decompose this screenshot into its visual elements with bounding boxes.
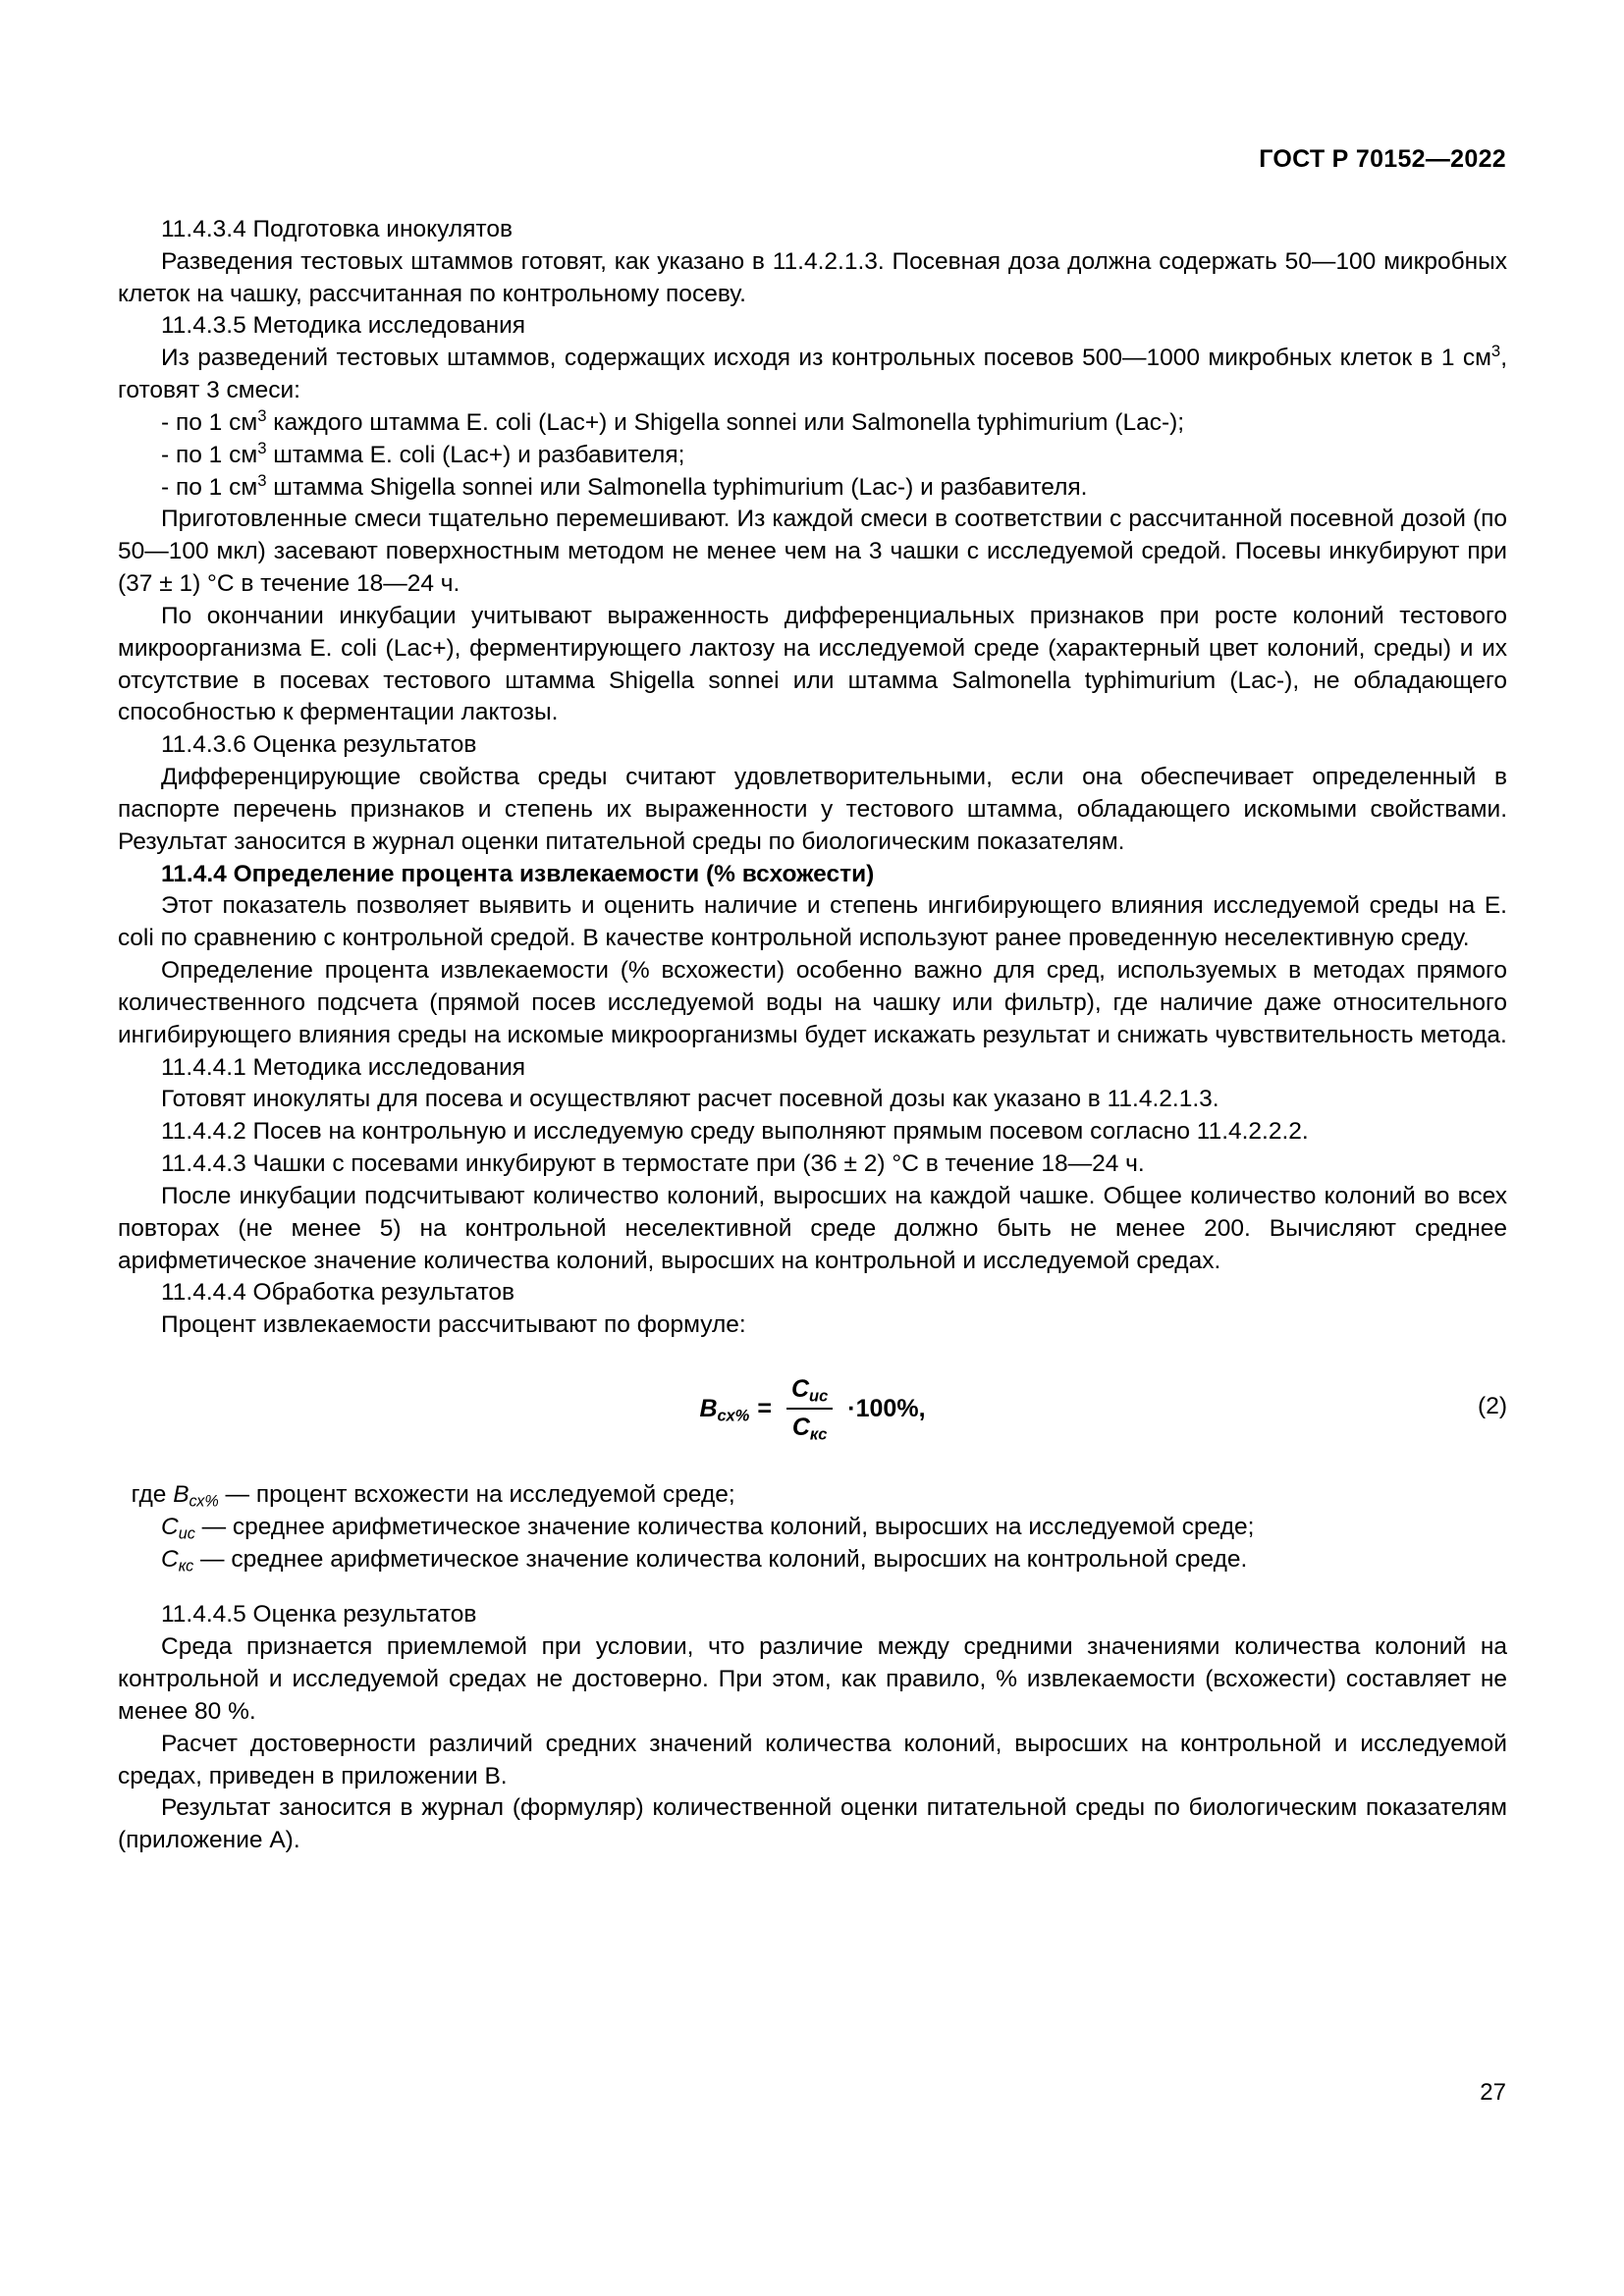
formula-fraction [785, 1373, 834, 1445]
text-mixture-1-a: - по 1 см [161, 408, 258, 436]
text-mixture-3-a: - по 1 см [161, 473, 258, 501]
paragraph-significance-calc: Расчет достоверности различий средних значений количества колоний, выросших на контрольной и исследуемой средах, приведен в приложении В. [118, 1730, 1507, 1789]
text-mixtures-intro-a: Из разведений тестовых штаммов, содержащих исходя из контрольных посевов 500—1000 микробных клеток в 1 см [161, 345, 1491, 372]
spacer [118, 1575, 1507, 1599]
heading-11-4-4: 11.4.4 Определение процента извлекаемости (% всхожести) [161, 860, 875, 887]
text-mixture-1-b: каждого штамма E. coli (Lac+) и Shigella sonnei или Salmonella typhimurium (Lac-); [266, 408, 1185, 436]
legend-symbol-b: $B_{сх\%}$ [173, 1480, 219, 1511]
formula-block-2 [118, 1367, 1507, 1462]
paragraph-11-4-4-4-title: 11.4.4.4 Обработка результатов [161, 1279, 515, 1307]
paragraph-inoculum-prep: Разведения тестовых штаммов готовят, как указано в 11.4.2.1.3. Посевная доза должна содержать 50—100 микробных клеток на чашку, рассчитанная по контрольному посеву. [118, 247, 1507, 307]
superscript-cubic-2: 3 [257, 438, 267, 457]
paragraph-incubation-results: По окончании инкубации учитывают выраженность дифференциальных признаков при росте колоний тестового микроорганизма E. coli (Lac+), ферментирующего лактозу на исследуемой среде (характерный цвет колоний, среды) и их отсутствие в посевах тестового штамма Shigella sonnei или штамма Salmonella typhimurium (Lac-), не обладающего способностью к ферментации лактозы. [118, 602, 1507, 726]
formula-equals: = [757, 1394, 772, 1422]
paragraph-mixtures-intro [118, 343, 1507, 407]
page-number: 27 [1480, 2079, 1506, 2106]
legend-text-1: — процент всхожести на исследуемой среде; [218, 1480, 735, 1508]
legend-line-3 [118, 1544, 1507, 1576]
paragraph-11-4-3-6-title: 11.4.3.6 Оценка результатов [161, 731, 477, 759]
paragraph-11-4-4-2: 11.4.4.2 Посев на контрольную и исследуемую среду выполняют прямым посевом согласно 11.4.2.2.2. [161, 1118, 1309, 1146]
legend-text-2: — среднее арифметическое значение количества колоний, выросших на исследуемой среде; [194, 1513, 1255, 1540]
paragraph-recovery-importance: Определение процента извлекаемости (% всхожести) особенно важно для сред, используемых в методах прямого количественного подсчета (прямой посев исследуемой воды на чашку или фильтр), где наличие даже относительного ингибирующего влияния среды на искомые микроорганизмы будет искажать результат и снижать чувствительность метода. [118, 957, 1507, 1048]
paragraph-acceptance-criteria: Среда признается приемлемой при условии, что различие между средними значениями количества колоний на контрольной и исследуемой средах не достоверно. При этом, как правило, % извлекаемости (всхожести) составляет не менее 80 %. [118, 1633, 1507, 1725]
paragraph-11-4-3-5-title: 11.4.3.5 Методика исследования [161, 312, 526, 340]
paragraph-inoculum-dose: Готовят инокуляты для посева и осуществляют расчет посевной дозы как указано в 11.4.2.1.3. [161, 1086, 1219, 1113]
legend-text-3: — среднее арифметическое значение количества колоний, выросших на контрольной среде. [193, 1545, 1248, 1573]
superscript-cubic-a: 3 [1490, 342, 1501, 361]
legend-line-2 [118, 1512, 1507, 1544]
superscript-cubic-3: 3 [257, 470, 267, 490]
paragraph-mixing-procedure: Приготовленные смеси тщательно перемешивают. Из каждой смеси в соответствии с рассчитанной посевной дозой (по 50—100 мкл) засевают поверхностным методом не менее чем на 3 чашки с исследуемой средой. Посевы инкубируют при (37 ± 1) °С в течение 18—24 ч. [118, 506, 1507, 598]
paragraph-11-4-3-4-title: 11.4.3.4 Подготовка инокулятов [161, 216, 513, 242]
text-mixture-2-a: - по 1 см [161, 441, 258, 468]
paragraph-journal-record: Результат заносится в журнал (формуляр) количественной оценки питательной среды по биологическим показателям (приложение А). [118, 1794, 1507, 1854]
paragraph-colony-count: После инкубации подсчитывают количество колоний, выросших на каждой чашке. Общее количество колоний во всех повторах (не менее 5) на контрольной неселективной среде должно быть не менее 200. Вычисляют среднее арифметическое значение количества колоний, выросших на контрольной и исследуемой средах. [118, 1182, 1507, 1274]
paragraph-11-4-4-1-title: 11.4.4.1 Методика исследования [161, 1053, 526, 1081]
list-item-mixture-2 [118, 440, 1507, 472]
text-mixtures-intro-b: , готовят 3 смеси: [118, 345, 1507, 404]
paragraph-11-4-4-3: 11.4.4.3 Чашки с посевами инкубируют в термостате при (36 ± 2) °С в течение 18—24 ч. [161, 1150, 1145, 1178]
formula-lhs: $B_{сх\%}$ [699, 1394, 750, 1425]
paragraph-11-4-4-5-title: 11.4.4.5 Оценка результатов [161, 1601, 477, 1629]
text-mixture-2-b: штамма E. coli (Lac+) и разбавителя; [266, 441, 685, 468]
document-body [118, 214, 1507, 1857]
list-item-mixture-1 [118, 407, 1507, 440]
formula-recovery-percent [118, 1373, 1507, 1445]
legend-line-1 [118, 1479, 1507, 1512]
paragraph-indicator-purpose: Этот показатель позволяет выявить и оценить наличие и степень ингибирующего влияния исследуемой среды на E. coli по сравнению с контрольной средой. В качестве контрольной используют ранее проведенную неселективную среду. [118, 892, 1507, 952]
formula-number: (2) [1478, 1392, 1507, 1419]
superscript-cubic-1: 3 [257, 405, 267, 425]
paragraph-differentiating-properties: Дифференцирующие свойства среды считают удовлетворительными, если она обеспечивает определенный в паспорте перечень признаков и степень их выраженности у тестового штамма, обладающего искомыми свойствами. Результат заносится в журнал оценки питательной среды по биологическим показателям. [118, 764, 1507, 855]
legend-symbol-cis: $C_{ис}$ [161, 1513, 195, 1543]
formula-tail: ·100%, [847, 1394, 926, 1422]
formula-denominator: $C_{кс}$ [786, 1408, 834, 1445]
list-item-mixture-3 [118, 472, 1507, 505]
paragraph-formula-intro: Процент извлекаемости рассчитывают по формуле: [161, 1311, 746, 1339]
legend-symbol-cks: $C_{кс}$ [161, 1545, 194, 1575]
legend-where-word: где [131, 1480, 167, 1508]
formula-numerator: $C_{ис}$ [790, 1374, 829, 1406]
text-mixture-3-b: штамма Shigella sonnei или Salmonella typhimurium (Lac-) и разбавителя. [266, 473, 1088, 501]
document-header: ГОСТ Р 70152—2022 [1259, 145, 1506, 173]
